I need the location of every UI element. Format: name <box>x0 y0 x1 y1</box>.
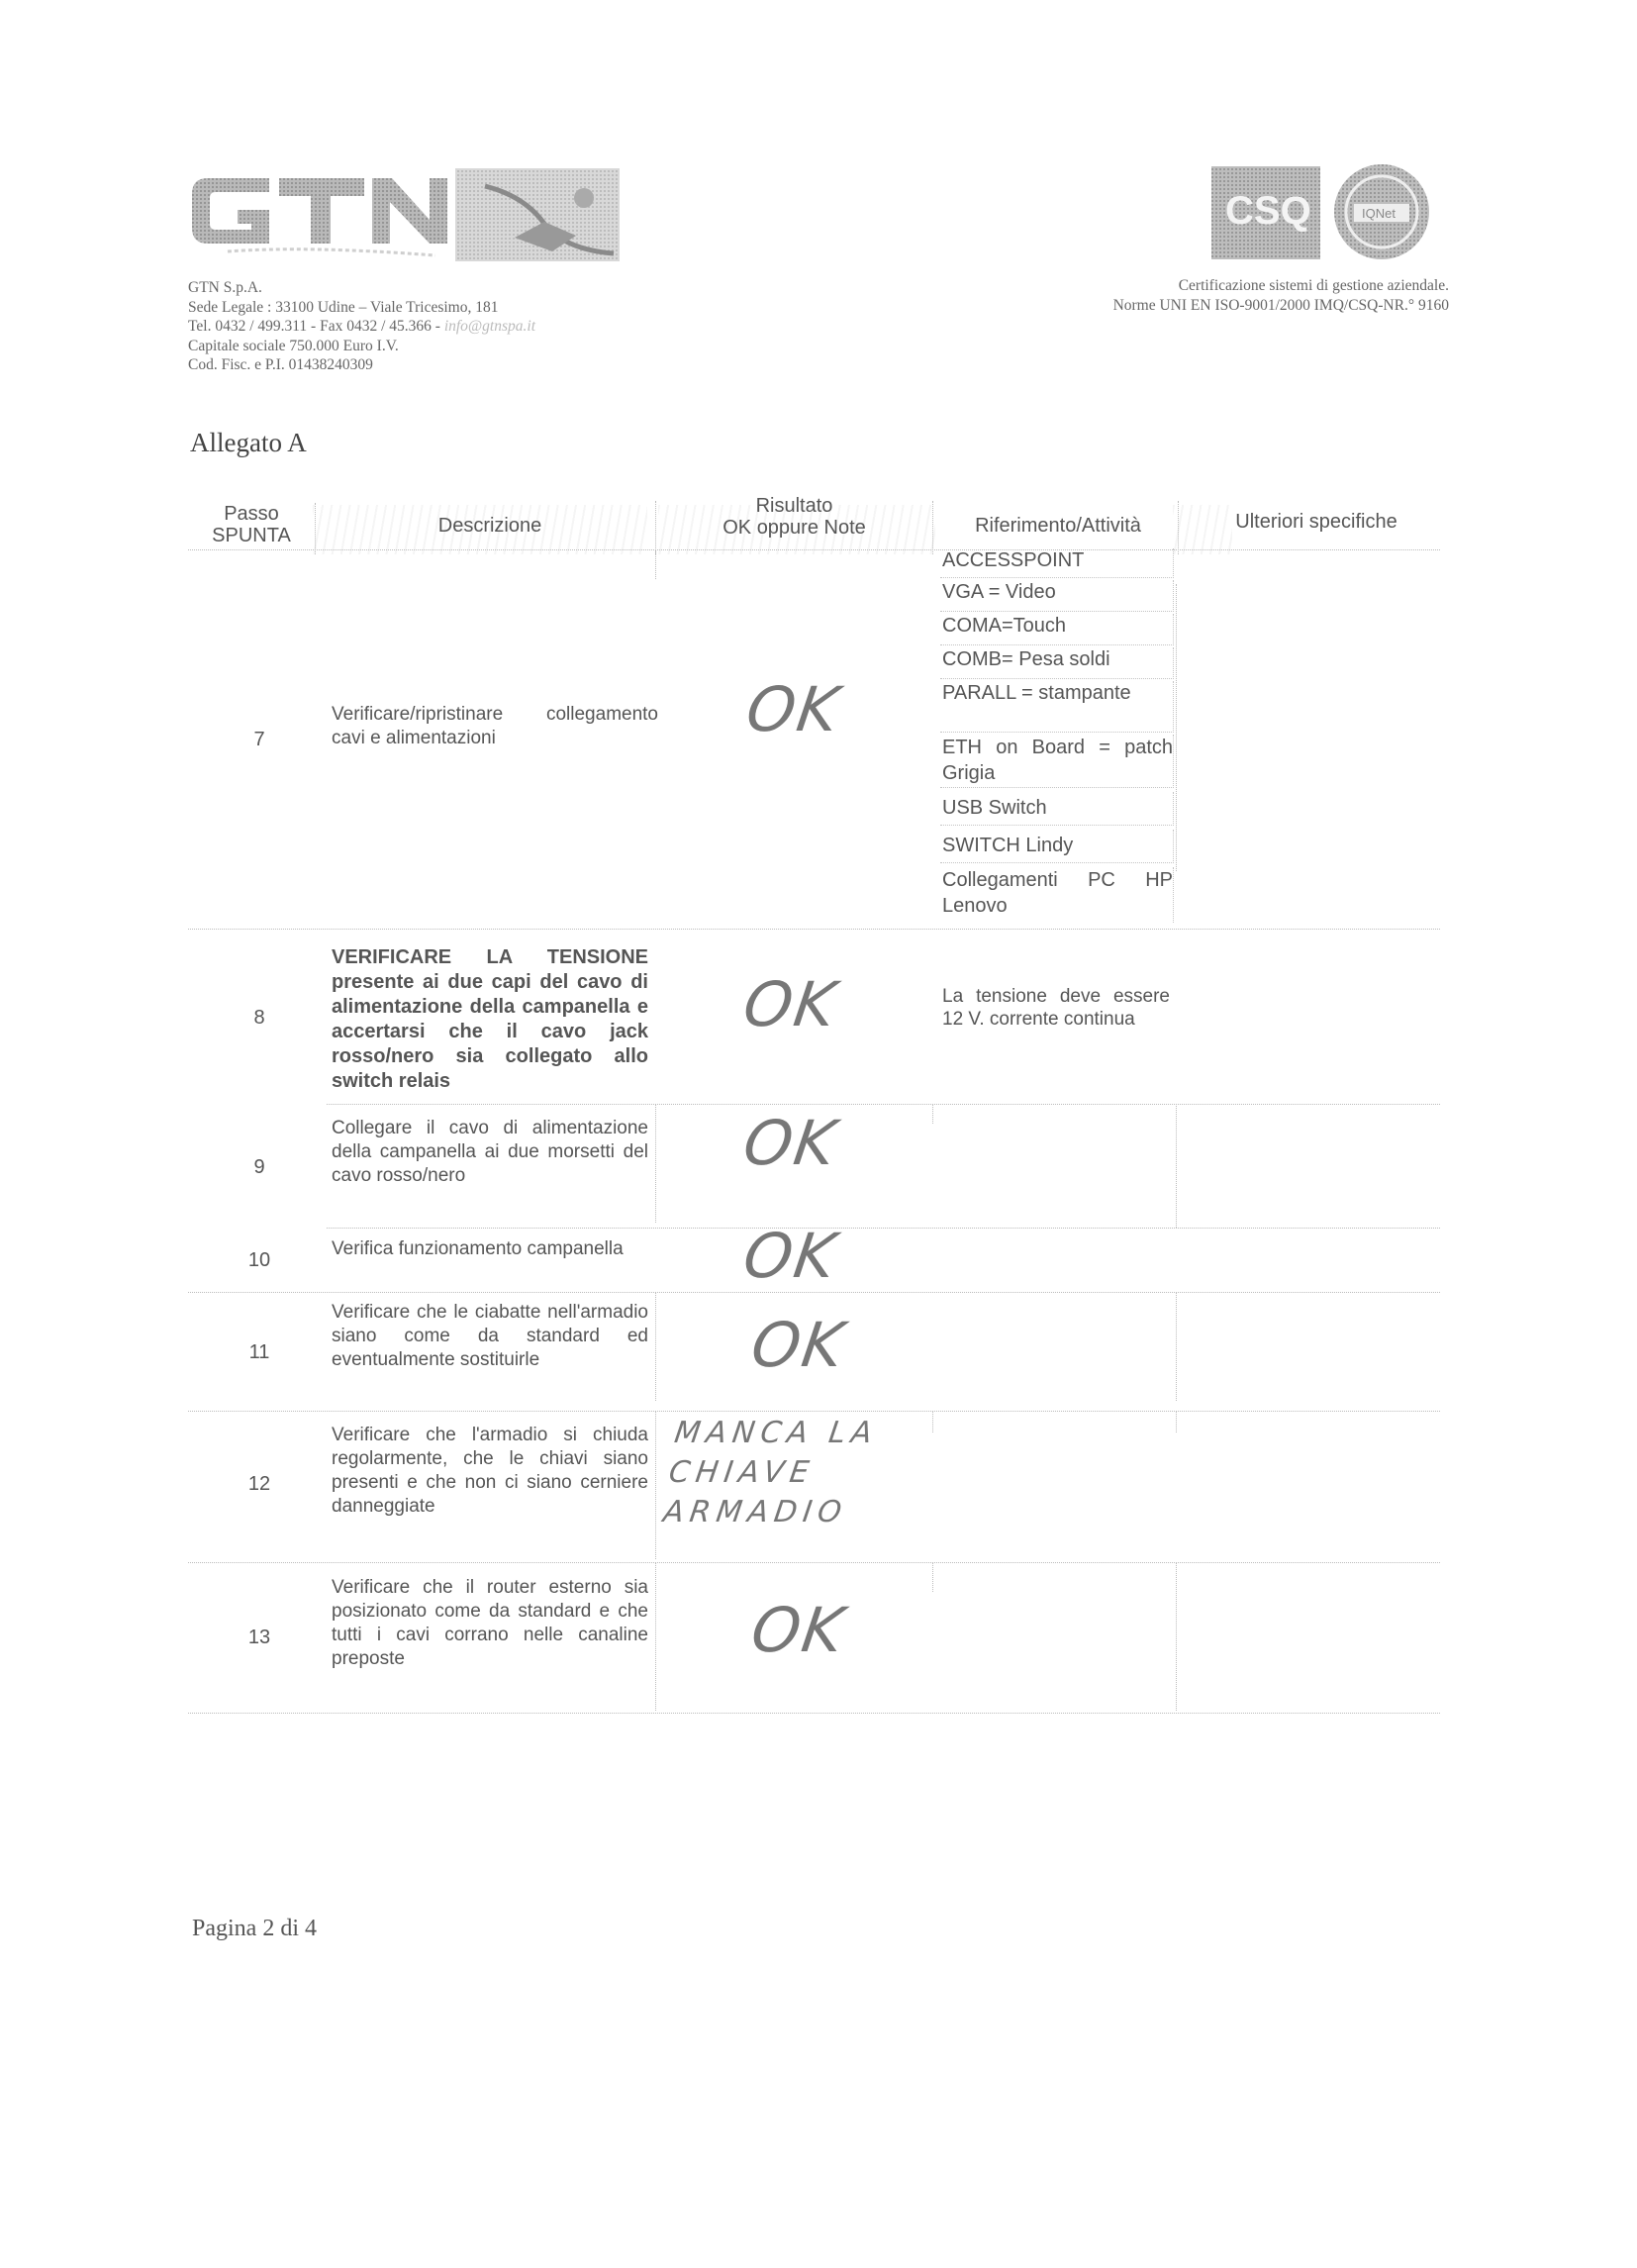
result-handwritten: OK <box>741 673 845 745</box>
table-bottom-line <box>188 1713 1440 1714</box>
grid-line <box>932 1411 933 1432</box>
company-email: info@gtnspa.it <box>443 318 536 335</box>
row-separator <box>327 1228 1440 1229</box>
grid-line <box>1176 1562 1177 1711</box>
result-handwritten: OK <box>738 1107 842 1179</box>
grid-line <box>932 501 933 554</box>
reference-note: La tensione deve essere 12 V. corrente continua <box>942 986 1170 1030</box>
grid-line <box>1176 1292 1177 1401</box>
certification-info <box>1113 276 1449 315</box>
step-description: Verificare che l'armadio si chiuda regolarmente, che le chiavi siano presenti e che non ci siano cerniere danneggiate <box>332 1425 648 1517</box>
reference-item: USB Switch <box>940 792 1174 826</box>
grid-line <box>1176 1104 1177 1228</box>
company-fiscal-code: Cod. Fisc. e P.I. 01438240309 <box>188 356 373 373</box>
row-separator <box>188 929 1440 930</box>
grid-line <box>655 1411 656 1559</box>
step-number: 8 <box>253 1007 265 1029</box>
result-handwritten: OK <box>746 1309 850 1381</box>
step-number: 7 <box>253 729 265 750</box>
row-separator <box>327 1104 1440 1105</box>
section-title: Allegato A <box>190 428 307 457</box>
row-separator <box>188 1562 1440 1563</box>
certification-line-2: Norme UNI EN ISO-9001/2000 IMQ/CSQ-NR.° 9160 <box>1112 296 1449 314</box>
reference-item: VGA = Video <box>940 580 1174 612</box>
step-description: Verifica funzionamento campanella <box>332 1238 624 1259</box>
company-capital: Capitale sociale 750.000 Euro I.V. <box>188 337 399 354</box>
row-separator <box>188 1292 1440 1293</box>
header-passo: Passo SPUNTA <box>212 503 291 546</box>
reference-item: SWITCH Lindy <box>940 830 1174 863</box>
reference-item: COMA=Touch <box>940 614 1174 645</box>
grid-line <box>655 1562 656 1711</box>
certification-logos <box>1207 160 1441 263</box>
header-descrizione: Descrizione <box>437 515 542 537</box>
header-riferimento: Riferimento/Attività <box>975 515 1141 537</box>
row-separator <box>188 1411 1440 1412</box>
page-number: Pagina 2 di 4 <box>192 1916 317 1941</box>
step-number: 12 <box>247 1473 271 1495</box>
company-phone: Tel. 0432 / 499.311 - Fax 0432 / 45.366 - <box>188 318 440 335</box>
csq-logo-text: CSQ <box>1225 189 1311 233</box>
grid-line <box>655 501 656 554</box>
reference-item: ETH on Board = patch Grigia <box>940 735 1174 788</box>
result-handwritten-note: MANCA LA CHIAVE ARMADIO <box>660 1416 881 1529</box>
grid-line <box>655 549 656 579</box>
company-info <box>188 278 535 375</box>
reference-item: PARALL = stampante <box>940 681 1174 733</box>
step-description: Verificare/ripristinare collegamento cavi e alimentazioni <box>332 704 658 748</box>
step-description: Collegare il cavo di alimentazione della campanella ai due morsetti del cavo rosso/nero <box>332 1118 648 1186</box>
grid-line <box>315 503 316 554</box>
step-description: Verificare che le ciabatte nell'armadio siano come da standard ed eventualmente sostituirle <box>332 1302 648 1370</box>
result-handwritten: OK <box>738 968 842 1040</box>
header-ulteriori: Ulteriori specifiche <box>1235 511 1397 533</box>
grid-line <box>1178 501 1179 554</box>
gtn-logo <box>188 166 624 263</box>
step-number: 11 <box>248 1341 270 1363</box>
step-description: VERIFICARE LA TENSIONE presente ai due capi del cavo di alimentazione della campanella e accertarsi che il cavo jack rosso/nero sia collegato allo switch relais <box>332 946 648 1092</box>
step-number: 9 <box>253 1156 265 1178</box>
iqnet-logo-text: IQNet <box>1362 206 1396 221</box>
reference-item: ACCESSPOINT <box>940 548 1174 578</box>
grid-line <box>1176 584 1177 871</box>
company-address: Sede Legale : 33100 Udine – Viale Tricesimo, 181 <box>188 298 499 316</box>
reference-item: COMB= Pesa soldi <box>940 647 1174 679</box>
header-bottom-line <box>188 549 1440 550</box>
step-number: 13 <box>247 1627 271 1648</box>
grid-line <box>932 1562 933 1592</box>
header-risultato: Risultato OK oppure Note <box>722 495 866 539</box>
grid-line <box>1176 1411 1177 1432</box>
grid-line <box>932 1104 933 1124</box>
step-number: 10 <box>247 1249 271 1271</box>
step-description: Verificare che il router esterno sia posizionato come da standard e che tutti i cavi corrano nelle canaline preposte <box>332 1577 648 1669</box>
result-handwritten: OK <box>746 1594 850 1666</box>
reference-item: Collegamenti PC HP Lenovo <box>940 867 1174 923</box>
grid-line <box>655 1292 656 1401</box>
company-name: GTN S.p.A. <box>188 279 262 296</box>
grid-line <box>655 1104 656 1223</box>
certification-line-1: Certificazione sistemi di gestione aziendale. <box>1178 277 1449 294</box>
result-handwritten: OK <box>738 1220 842 1292</box>
